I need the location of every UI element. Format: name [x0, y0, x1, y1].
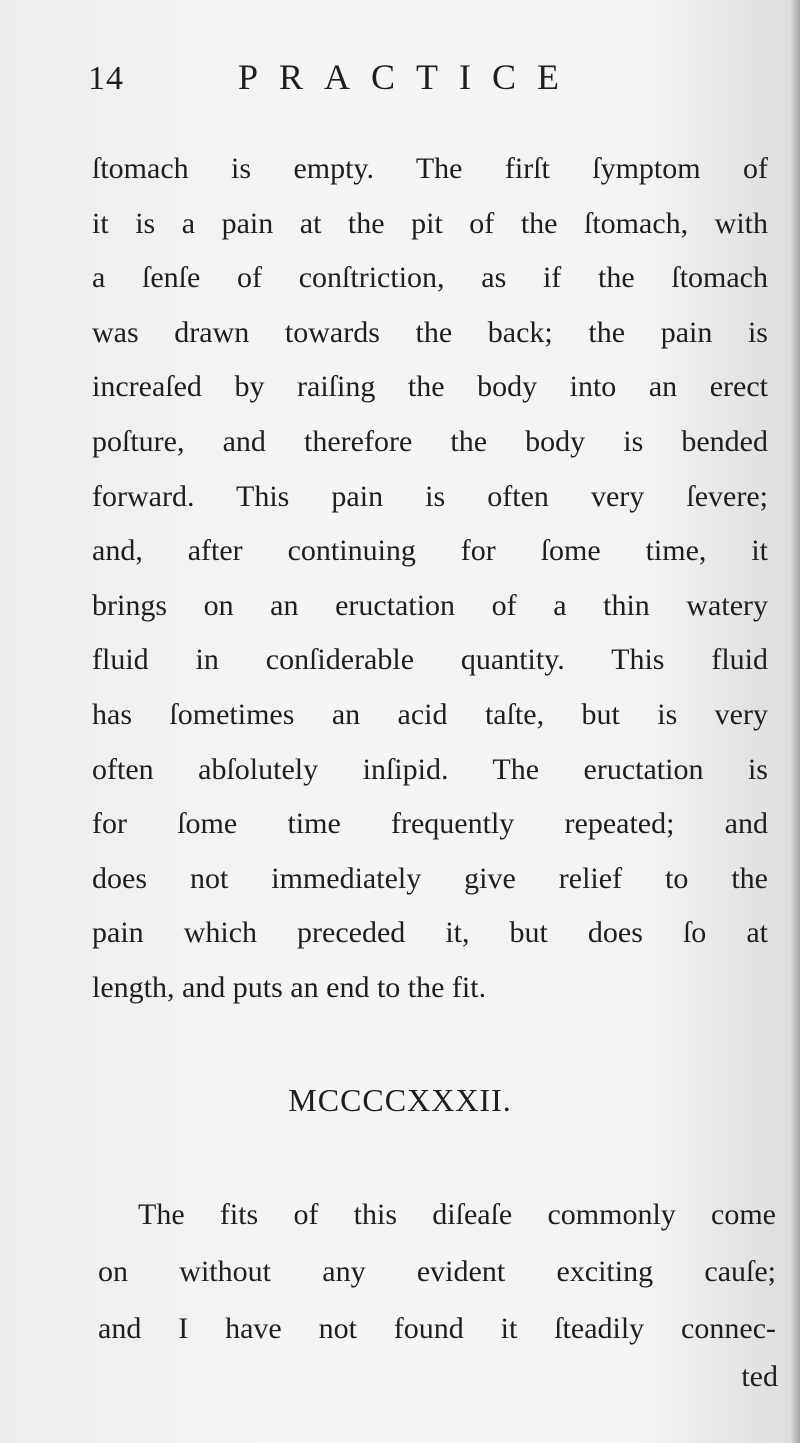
catchword: ted: [741, 1360, 778, 1393]
page-header: [88, 52, 768, 112]
text-line: poſture, and therefore the body is bended: [92, 424, 768, 458]
text-line: brings on an eructation of a thin watery: [92, 588, 768, 622]
page-edge-shadow: [790, 0, 800, 1443]
text-line: forward. This pain is often very ſevere;: [92, 479, 768, 513]
paragraph-1: [92, 142, 768, 1016]
text-line: increaſed by raiſing the body into an erect: [92, 370, 768, 404]
section-heading: MCCCCXXXII.: [288, 1082, 512, 1118]
text-line: it is a pain at the pit of the ſtomach, with: [92, 206, 768, 240]
text-line: often abſolutely inſipid. The eructation is: [92, 752, 768, 786]
text-line: was drawn towards the back; the pain is: [92, 315, 768, 349]
paragraph-2: [98, 1186, 776, 1357]
text-line: has ſometimes an acid taſte, but is very: [92, 697, 768, 731]
text-line: and, after continuing for ſome time, it: [92, 534, 768, 568]
page-number: 14: [88, 60, 124, 97]
text-line: does not immediately give relief to the: [92, 861, 768, 895]
text-line: on without any evident exciting cauſe;: [98, 1255, 776, 1288]
text-line-last: length, and puts an end to the fit.: [92, 970, 487, 1004]
text-line-indented: The fits of this diſeaſe commonly come: [138, 1198, 776, 1231]
text-line: a ſenſe of conſtriction, as if the ſtomach: [92, 261, 768, 295]
text-line: for ſome time frequently repeated; and: [92, 807, 768, 841]
text-line: ſtomach is empty. The firſt ſymptom of: [92, 152, 768, 185]
text-line: and I have not found it ſteadily connec-: [98, 1312, 776, 1345]
text-line: pain which preceded it, but does ſo at: [92, 916, 768, 950]
running-head: PRACTICE: [238, 57, 581, 97]
text-line: fluid in conſiderable quantity. This fluid: [92, 643, 768, 677]
